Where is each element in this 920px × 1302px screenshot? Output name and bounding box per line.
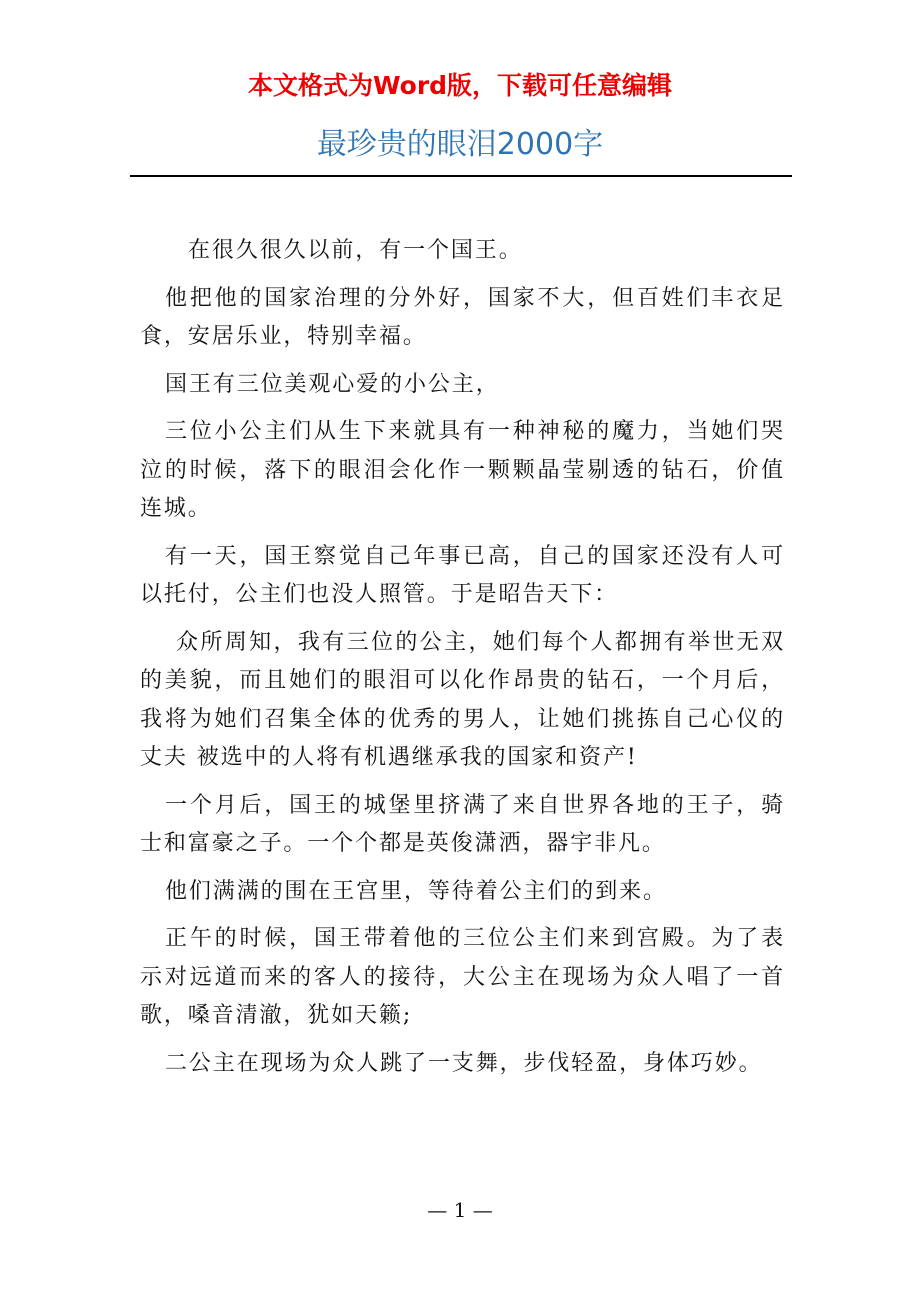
paragraph: 三位小公主们从生下来就具有一种神秘的魔力，当她们哭泣的时候，落下的眼泪会化作一颗颗晶莹剔透的钻石，价值连城。 <box>140 419 785 521</box>
download-notice: 本文格式为Word版，下载可任意编辑 <box>247 71 673 100</box>
paragraph: 在很久很久以前，有一个国王。 <box>188 238 523 263</box>
paragraph: 众所周知，我有三位的公主，她们每个人都拥有举世无双的美貌，而且她们的眼泪可以化作昂贵的钻石，一个月后，我将为她们召集全体的优秀的男人，让她们挑拣自己心仪的丈夫 被选中的人将有机遇继承我的国家和资产! <box>140 629 785 770</box>
paragraph: 他把他的国家治理的分外好，国家不大，但百姓们丰衣足食，安居乐业，特别幸福。 <box>140 285 785 349</box>
paragraph: 有一天，国王察觉自己年事已高，自己的国家还没有人可以托付，公主们也没人照管。于是昭告天下： <box>140 543 785 607</box>
paragraph: 正午的时候，国王带着他的三位公主们来到宫殿。为了表示对远道而来的客人的接待，大公主在现场为众人唱了一首歌，嗓音清澈，犹如天籁; <box>140 926 785 1028</box>
paragraph: 一个月后，国王的城堡里挤满了来自世界各地的王子，骑士和富豪之子。一个个都是英俊潇洒，器宇非凡。 <box>140 792 785 856</box>
paragraph: 他们满满的围在王宫里，等待着公主们的到来。 <box>165 878 667 904</box>
document-body <box>140 232 785 1092</box>
page-number: — 1 — <box>427 1198 493 1222</box>
header-divider <box>130 175 792 177</box>
document-title: 最珍贵的眼泪2000字 <box>316 127 604 162</box>
paragraph: 二公主在现场为众人跳了一支舞，步伐轻盈，身体巧妙。 <box>165 1050 763 1076</box>
paragraph: 国王有三位美观心爱的小公主， <box>165 371 500 397</box>
